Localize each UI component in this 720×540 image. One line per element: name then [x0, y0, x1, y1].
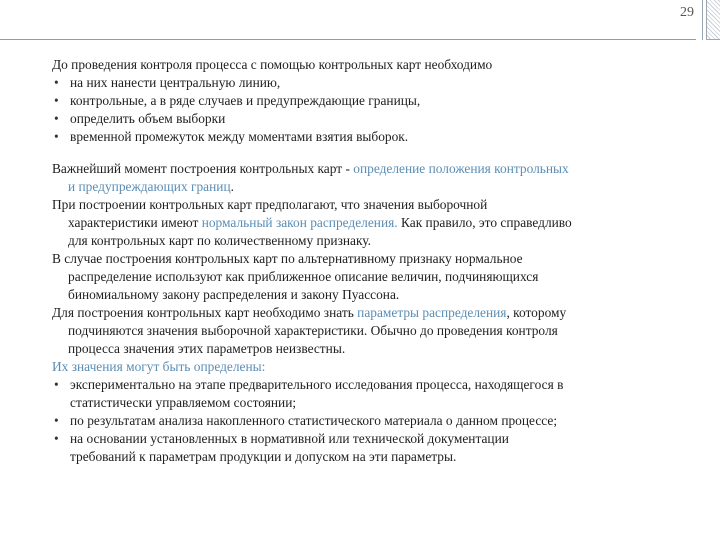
paragraph-text: характеристики имеют [68, 215, 202, 230]
paragraph-text: Для построения контрольных карт необходимо знать [52, 305, 358, 320]
highlight-warning-limits: и предупреждающих границ [68, 179, 231, 194]
header-vertical-divider [702, 0, 703, 40]
paragraph-text: , которому [506, 305, 567, 320]
highlight-control-limits: определение положения контрольных [353, 161, 569, 176]
intro-bullet: • временной промежуток между моментами взятия выборок. [52, 128, 704, 146]
paragraph-continuation [52, 214, 704, 232]
paragraph-continuation: для контрольных карт по количественному признаку. [68, 233, 372, 248]
determination-bullet-continuation: статистически управляемом состоянии; [70, 395, 297, 410]
paragraph-end: . [230, 179, 234, 194]
highlight-distribution-parameters: параметры распределения [357, 305, 507, 320]
header-divider [0, 39, 696, 40]
paragraph-continuation: биномиальному закону распределения и закону Пуассона. [68, 287, 400, 302]
highlight-normal-law: нормальный закон распределения. [201, 215, 398, 230]
paragraph-continuation: распределение используют как приближенное описание величин, подчиняющихся [68, 269, 539, 284]
paragraph-normal-law: При построении контрольных карт предполагают, что значения выборочной [52, 197, 488, 212]
page-number: 29 [680, 5, 694, 20]
determination-bullet: • на основании установленных в нормативной или технической документации [52, 430, 704, 448]
intro-bullet: • определить объем выборки [52, 110, 704, 128]
paragraph-continuation: процесса значения этих параметров неизвестны. [68, 341, 346, 356]
paragraph-continuation [52, 178, 704, 196]
paragraph-alternative: В случае построения контрольных карт по альтернативному признаку нормальное [52, 251, 523, 266]
paragraph-continuation: подчиняются значения выборочной характеристики. Обычно до проведения контроля [68, 323, 558, 338]
slide-content [52, 56, 704, 466]
intro-heading: До проведения контроля процесса с помощью контрольных карт необходимо [52, 57, 493, 72]
paragraph-key-moment [52, 160, 704, 178]
determination-bullet-continuation: требований к параметрам продукции и допуском на эти параметры. [70, 449, 457, 464]
intro-bullet: • на них нанести центральную линию, [52, 74, 704, 92]
paragraph-text: Важнейший момент построения контрольных карт - [52, 161, 354, 176]
corner-decoration [706, 0, 720, 40]
paragraph-parameters [52, 304, 704, 322]
intro-bullet: • контрольные, а в ряде случаев и предупреждающие границы, [52, 92, 704, 110]
paragraph-text: Как правило, это справедливо [397, 215, 572, 230]
determination-heading: Их значения могут быть определены: [52, 359, 266, 374]
determination-bullet: • по результатам анализа накопленного статистического материала о данном процессе; [52, 412, 704, 430]
determination-bullet: • экспериментально на этапе предварительного исследования процесса, находящегося в [52, 376, 704, 394]
